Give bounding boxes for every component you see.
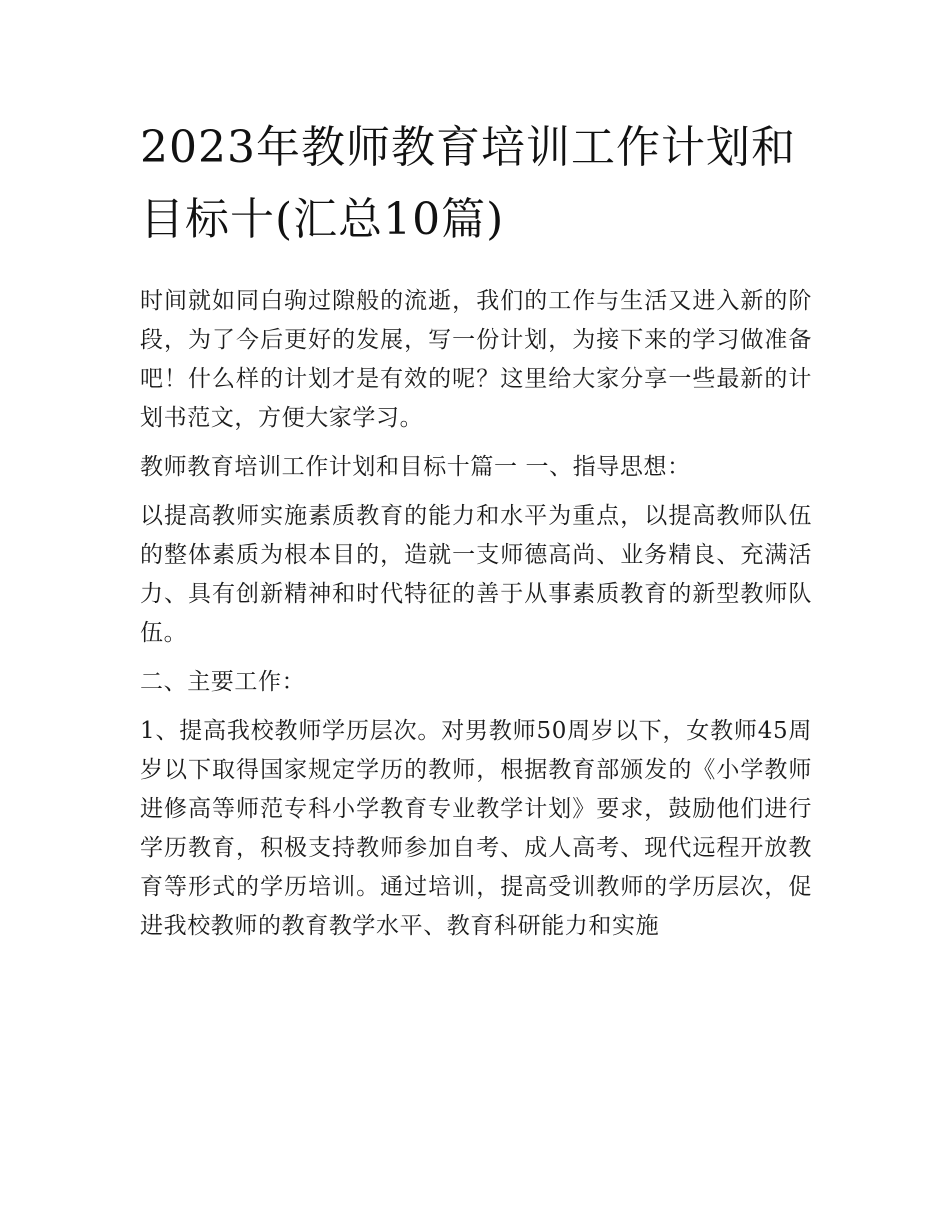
intro-paragraph: 时间就如同白驹过隙般的流逝，我们的工作与生活又进入新的阶段，为了今后更好的发展，写一份计划，为接下来的学习做准备吧！什么样的计划才是有效的呢？这里给大家分享一些最新的计划书范文，方便大家学习。 [140,288,812,431]
section-one-heading: 教师教育培训工作计划和目标十篇一 一、指导思想： [140,454,691,480]
guiding-ideology-paragraph: 以提高教师实施素质教育的能力和水平为重点，以提高教师队伍的整体素质为根本目的，造就一支师德高尚、业务精良、充满活力、具有创新精神和时代特征的善于从事素质教育的新型教师队伍。 [140,503,812,646]
document-title: 2023年教师教育培训工作计划和目标十(汇总10篇) [140,122,796,245]
document-body [140,282,812,956]
main-work-heading: 二、主要工作： [140,669,306,695]
work-item-1-paragraph: 1、提高我校教师学历层次。对男教师50周岁以下，女教师45周岁以下取得国家规定学历的教师，根据教育部颁发的《小学教师进修高等师范专科小学教育专业教学计划》要求，鼓励他们进行学历教育，积极支持教师参加自考、成人高考、现代远程开放教育等形式的学历培训。通过培训，提高受训教师的学历层次，促进我校教师的教育教学水平、教育科研能力和实施 [140,718,812,939]
